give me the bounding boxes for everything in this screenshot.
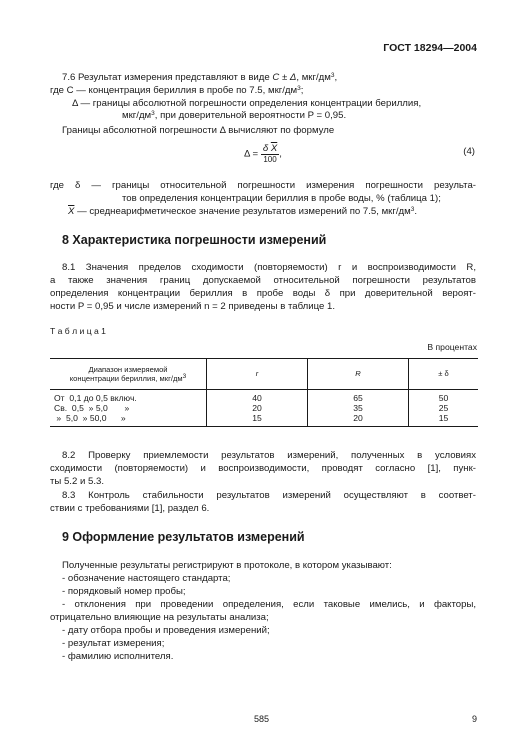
header-delta: ± δ <box>409 359 479 390</box>
s83-line1: 8.3 Контроль стабильности результатов измерений осуществляют в соответ- <box>62 490 476 501</box>
standard-header: ГОСТ 18294—2004 <box>383 42 477 54</box>
list-item: - порядковый номер пробы; <box>62 586 186 597</box>
s81-line4: ности P = 0,95 и числе измерений n = 2 приведены в таблице 1. <box>50 301 336 312</box>
s82-line3: ты 5.2 и 5.3. <box>50 476 104 487</box>
s82-line2: сходимости (повторяемости) и воспроизводимости, проводят согласно [1], пунк- <box>50 463 476 474</box>
table-row: Св. 0,5 » 5,0 » 20 35 25 <box>50 403 478 413</box>
list-item: - обозначение настоящего стандарта; <box>62 573 231 584</box>
formula-4: Δ = $\frac{\delta \overline{X}}{100}$ , <box>244 143 282 164</box>
table-1 <box>50 358 478 427</box>
delta-definition-1: Δ — границы абсолютной погрешности определения концентрации бериллия, <box>72 98 422 109</box>
section-8-heading: 8 Характеристика погрешности измерений <box>62 233 327 247</box>
footer-page-number-right: 9 <box>471 714 477 724</box>
table-units: В процентах <box>427 342 477 352</box>
list-item: - дату отбора пробы и проведения измерений; <box>62 625 270 636</box>
list-item: - фамилию исполнителя. <box>62 651 174 662</box>
formula-fraction: $\frac{\delta \overline{X}}{100}$ <box>262 143 278 164</box>
table-caption: Т а б л и ц а 1 <box>50 326 106 336</box>
where-line2: тов определения концентрации бериллия в пробе воды, % (таблица 1); <box>122 193 441 204</box>
list-item-continued: отрицательно влияющие на результаты анализа; <box>50 612 269 623</box>
table-header-row <box>50 359 478 390</box>
header-r: r <box>207 359 308 390</box>
where-line1: где δ — границы относительной погрешности измерения погрешности результа- <box>50 180 476 191</box>
footer-page-number-center: 585 <box>254 714 270 724</box>
s82-line1: 8.2 Проверку приемлемости результатов измерений, полученных в условиях <box>62 450 476 461</box>
formula-intro: Границы абсолютной погрешности Δ вычисляют по формуле <box>62 125 335 136</box>
header-range: Диапазон измеряемой концентрации бериллия, мкг/$дм^3$ <box>50 359 207 390</box>
s81-line3: определения концентрации бериллия в пробе воды δ при доверительной вероят- <box>50 288 476 299</box>
table-row: » 5,0 » 50,0 » 15 20 15 <box>50 413 478 427</box>
delta-definition-2: мкг/$дм^3$, при доверительной вероятности P = 0,95. <box>122 110 347 121</box>
s9-intro: Полученные результаты регистрируют в протоколе, в котором указывают: <box>62 560 392 571</box>
s81-line2: а также значения границ допускаемой относительной погрешности результатов <box>50 275 476 286</box>
section-9-heading: 9 Оформление результатов измерений <box>62 530 305 544</box>
list-item: - результат измерения; <box>62 638 165 649</box>
formula-number: (4) <box>463 146 475 157</box>
s76-line2: где C — концентрация бериллия в пробе по 7.5, мкг/$дм^3$; <box>50 85 304 96</box>
s76-line1: 7.6 Результат измерения представляют в виде C ± Δ, мкг/$дм^3$, <box>62 72 338 83</box>
table-row: От 0,1 до 0,5 включ. 40 65 50 <box>50 390 478 404</box>
xbar-definition: $\overline{X}$ — среднеарифметическое значение результатов измерений по 7.5, мкг/$дм^3$. <box>68 206 418 217</box>
list-item: - отклонения при проведении определения, если таковые имелись, и факторы, <box>62 599 476 610</box>
s81-line1: 8.1 Значения пределов сходимости (повторяемости) r и воспроизводимости R, <box>62 262 476 273</box>
s83-line2: ствии с требованиями [1], раздел 6. <box>50 503 210 514</box>
header-R: R <box>308 359 409 390</box>
